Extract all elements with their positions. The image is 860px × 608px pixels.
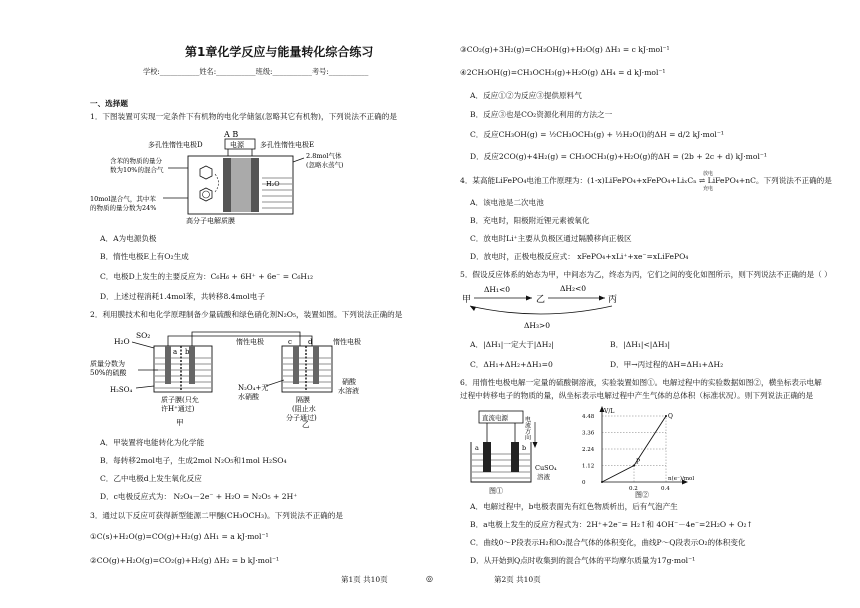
q1-option-d: D．上述过程消耗1.4mol苯，共转移8.4mol电子 [100,292,265,301]
label-a: a [475,444,479,452]
y-axis-label: V/L [604,408,615,415]
outlet-mix-label-1: 含苯的物质的量分 [110,157,162,165]
q4-stem: 4．某高能LiFePO₄电池工作原理为：(1-x)LiFePO₄+xFePO₄+LiₓCₙ ⇌ LiFePO₄+nC。下列说法不正确的是 [460,176,832,185]
q4-option-d: D．放电时，正极电极反应式： xFePO₄+xLi⁺+xe⁻=xLiFePO₄ [470,252,689,261]
n2o4-label-1: N₂O₄+无 [238,384,269,392]
q6-option-d: D．从开始到Q点时收集到的混合气体的平均摩尔质量为17g·mol⁻¹ [470,556,696,565]
q3-reaction-1: ①C(s)+H₂O(g)=CO(g)+H₂(g) ΔH₁ = a kJ·mol⁻¹ [90,532,269,541]
figure-2-caption: 图② [635,491,649,499]
x-tick-label: 0.2 [629,486,638,492]
solution-label: 溶液 [537,473,550,481]
q1-electrolysis-figure [88,128,388,226]
cell-yi [282,346,332,392]
inlet-mix-label-1: 10mol混合气，其中苯 [90,195,156,203]
x-axis-label: n(e⁻)/mol [668,476,695,482]
electrode-d2 [313,346,319,384]
sep-label-3: 分子通过) [286,414,317,422]
paper-title: 第1章化学反应与能量转化综合练习 [185,45,374,59]
q3-reaction-4: ④2CH₃OH(g)=CH₃OCH₃(g)+H₂O(g) ΔH₄ = d kJ·mol⁻¹ [460,68,666,77]
label-b: b [522,444,527,452]
point-q-label: Q [668,413,673,420]
cuso4-label: CuSO₄ [535,464,557,472]
q5-option-d: D．甲→丙过程的ΔH=ΔH₁+ΔH₂ [610,360,724,369]
q2-option-c: C．乙中电极d上发生氧化反应 [100,474,202,483]
q1-option-a: A．A为电源负极 [100,234,157,243]
state-jia: 甲 [462,295,472,305]
q3-reaction-3: ③CO₂(g)+3H₂(g)=CH₃OH(g)+H₂O(g) ΔH₃ = c kJ·mol⁻¹ [460,45,670,54]
dc-power-label: 直流电源 [482,414,508,422]
h2o-inlet-label: H₂O [114,337,130,346]
cell-jia-caption: 甲 [176,418,184,427]
q5-enthalpy-figure [460,282,630,332]
electrode-c [293,346,299,384]
membrane [231,158,251,212]
state-bing: 丙 [608,295,618,305]
q3-option-b: B．反应③也是CO₂资源化利用的方法之一 [470,110,613,119]
data-point [665,415,667,417]
pem-label-2: 许H⁺通过) [161,405,195,413]
q3-option-c: C．反应CH₃OH(g) = ½CH₃OCH₃(g) + ½H₂O(l)的ΔH = d/2 kJ·mol⁻¹ [470,130,724,139]
q4-arrow-charge: 充电 [703,186,714,192]
h2so4-outlet-label: H₂SO₄ [110,386,133,394]
right-page [430,0,860,608]
q2-option-b: B．每转移2mol电子，生成2mol N₂O₅和1mol H₂SO₄ [100,456,287,465]
label-b: b [185,348,190,356]
q6-option-c: C．曲线0～P段表示H₂和O₂混合气体的体积变化，曲线P～Q段表示O₂的体积变化 [470,538,746,547]
hno3-label-2: 水溶液 [338,387,359,395]
section-heading: 一、选择题 [90,99,128,108]
q4-option-c: C．放电时Li⁺主要从负极区通过隔膜移向正极区 [470,234,632,243]
q3-option-d: D．反应2CO(g)+4H₂(g) = CH₃OCH₃(g)+H₂O(g)的ΔH = (2b + 2c + d) kJ·mol⁻¹ [470,152,767,161]
q3-reaction-2: ②CO(g)+H₂O(g)=CO₂(g)+H₂(g) ΔH₂ = b kJ·mol⁻¹ [90,556,280,565]
q6-stem-line-2: 过程中转移电子的物质的量，纵坐标表示电解过程中产生气体的总体积（标准状况）。则下列说法正确的是 [460,391,814,400]
q6-stem-line-1: 6．用惰性电极电解一定量的硫酸铜溶液，实验装置如图①。电解过程中的实验数据如图②，横坐标表示电解 [460,378,822,387]
electrode-d-label: 多孔性惰性电极D [148,141,203,149]
q2-cell-figure [86,328,386,428]
outlet-mix-label-2: 数为10%的混合气 [110,166,164,174]
q4-option-b: B．充电时，阳极附近锂元素被氧化 [470,216,590,225]
cell-yi-caption: 乙 [302,420,310,428]
right-page-footer: 第2页 共10页 [494,575,541,584]
membrane-label: 高分子电解质膜 [186,217,235,225]
y-tick-label: 0 [582,480,586,486]
q5-option-a: A．|ΔH₁|一定大于|ΔH₂| [470,340,554,349]
pem-label-1: 质子膜(只允 [161,396,199,404]
student-info-line: 学校:___________姓名:___________班级:___________考号:___________ [143,67,369,76]
dh3-label: ΔH₃>0 [524,321,551,330]
q2-stem: 2．利用膜技术和电化学原理制备少量硫酸和绿色硝化剂N₂O₅，装置如图。下列说法正确的是 [90,310,403,319]
hno3-label-1: 硝酸 [342,378,356,386]
q6-electrolysis-figure [465,408,560,496]
gas-out-label-1: 2.8mol气体 [306,152,342,160]
electrode-e-label: 多孔性惰性电极E [260,141,315,149]
so2-inlet-label: SO₂ [136,331,151,340]
q6-option-a: A．电解过程中，b电极表面先有红色物质析出，后有气泡产生 [470,502,678,511]
q6-volume-chart [580,404,700,500]
n2o4-label-2: 水硝酸 [238,393,259,401]
sep-label-1: 隔膜 [296,396,310,404]
q3-stem: 3．通过以下反应可获得新型能源二甲醚(CH₃OCH₃)。下列说法不正确的是 [90,511,343,520]
binding-circle-icon: ◎ [426,574,433,583]
y-tick-label: 4.48 [582,414,595,420]
acid-label-2: 50%的硫酸 [90,369,127,377]
figure-1-caption: 图① [489,487,503,495]
electrode-b [189,346,195,384]
electrode-a [483,442,491,472]
q5-option-b: B．|ΔH₁|<|ΔH₃| [610,340,671,349]
inlet-mix-label-2: 的物质的量分数为24% [90,204,157,212]
q3-option-a: A．反应①②为反应③提供原料气 [470,91,582,100]
dh2-label: ΔH₂<0 [560,284,587,293]
electrode-d [223,158,231,212]
label-d: d [308,338,313,346]
q2-option-a: A．甲装置将电能转化为化学能 [100,438,205,447]
inert-left-label: 惰性电极 [236,338,264,346]
cell-jia [154,346,212,392]
q1-option-b: B．惰性电极E上有O₂生成 [100,252,189,261]
data-point [601,481,603,483]
terminal-ab-label: A B [224,130,239,139]
power-source-label: 电源 [230,141,244,149]
q2-option-d: D．c电极反应式为： N₂O₄－2e⁻ + H₂O = N₂O₅ + 2H⁺ [100,492,298,501]
q4-option-a: A．该电池是二次电池 [470,198,544,207]
dh1-label: ΔH₁<0 [484,285,511,294]
data-point [633,465,635,467]
q1-option-c: C．电极D上发生的主要反应为：C₆H₆ + 6H⁺ + 6e⁻ = C₆H₁₂ [100,272,314,281]
acid-label-1: 质量分数为 [90,360,125,368]
sep-label-2: (阻止水 [292,405,316,413]
q5-stem: 5．假设反应体系的始态为甲，中间态为乙，终态为丙，它们之间的变化如图所示，则下列说法不正确的是（ ） [460,270,832,279]
q4-arrow-discharge: 放电 [703,171,714,177]
electrode-a [165,346,171,384]
point-p-label: P [636,458,641,466]
inert-right-label: 惰性电极 [333,338,361,346]
y-tick-label: 2.24 [582,447,595,453]
current-direction-label: 电流方向 [523,416,531,440]
y-tick-label: 3.36 [582,430,595,437]
electrode-b [511,442,519,472]
left-page-footer: 第1页 共10页 [341,575,388,584]
gas-out-label-2: (忽略水蒸气) [306,161,344,169]
q6-option-b: B．a电极上发生的反应方程式为：2H⁺+2e⁻= H₂↑和 4OH⁻－4e⁻=2H₂O + O₂↑ [470,520,753,529]
state-yi: 乙 [536,295,546,305]
x-tick-label: 0.4 [661,486,670,492]
q5-option-c: C．ΔH₁+ΔH₂+ΔH₃=0 [470,360,553,369]
q1-stem: 1．下图装置可实现一定条件下有机物的电化学储氢(忽略其它有机物)，下列说法不正确的是 [90,112,397,121]
label-c: c [288,338,292,346]
electrode-e [251,158,259,212]
y-tick-label: 1.12 [582,463,595,470]
water-label: H₂O [266,180,280,188]
label-a: a [173,348,178,356]
